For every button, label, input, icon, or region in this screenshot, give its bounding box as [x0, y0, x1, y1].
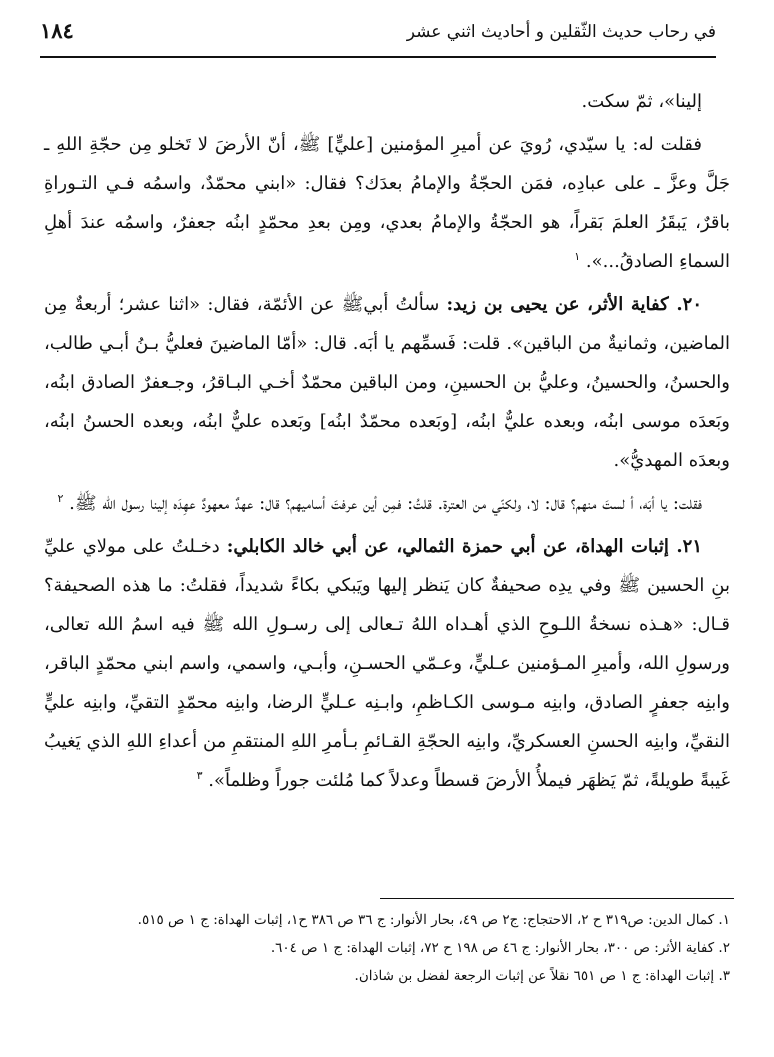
- hadith-20-heading: ٢٠. كفاية الأثر، عن يحيى بن زيد:: [446, 294, 702, 315]
- footnotes: [44, 906, 730, 990]
- footnote-3: ٣. إثبات الهداة: ج ١ ص ٦٥١ نقلاً عن إثبات الرجعة لفضل بن شاذان.: [354, 968, 730, 984]
- main-text: [44, 82, 730, 800]
- paragraph-4: [44, 484, 730, 523]
- paragraph-4-text: فقلت: يا أبَه، أ لستَ منهم؟ قال: لا، ولكنّي من العترة. قلتُ: فمِن أين عرفتَ أساميهم؟ قال: عهدٌ معهودٌ عهِدَه إلينا رسول الله ﷺ.: [69, 493, 702, 514]
- footnote-ref-3: ٣: [196, 769, 203, 782]
- hadith-20: [44, 285, 730, 480]
- running-header: [40, 18, 716, 54]
- hadith-21-heading: ٢١. إثبات الهداة، عن أبي حمزة الثمالي، عن أبي خالد الكابلي:: [226, 536, 702, 557]
- header-divider: [40, 56, 716, 58]
- hadith-20-text: سألتُ أبيﷺ عن الأئمّة، فقال: «اثنا عشر؛ أربعةٌ مِن الماضين، وثمانيةٌ من الباقين». قلت: فَسمِّهم يا أبَه. قال: «أمّا الماضينَ فعليُّ بـنُ أبـي طالب، والحسنُ، والحسينُ، وعليُّ بن الحسينِ، ومن الباقين محمّدٌ أخـي البـاقرُ، وجـعفرٌ الصادق ابنُه، وبَعدَه موسى ابنُه، وبعده عليٌّ ابنُه، [وبَعده محمّدٌ ابنُه] وبَعده عليٌّ ابنُه، وبعده الحسنُ ابنُه، وبعدَه المهديُّ».: [44, 294, 730, 471]
- footnote-ref-2: ٢: [57, 492, 64, 505]
- footnote-ref-1: ١: [574, 250, 581, 263]
- page-number: ١٨٤: [40, 18, 74, 43]
- paragraph-2: [44, 125, 730, 281]
- hadith-21-text: دخـلتُ على مولاي عليِّ بنِ الحسين ﷺ وفي يدِه صحيفةٌ كان يَنظر إليها ويَبكي بكاءً شديداً، فقلتُ: ما هذه الصحيفة؟ قـال: «هـذه نسخةُ اللـوحِ الذي أهـداه اللهُ تـعالى إلى رسـولِ الله ﷺ فيه اسمُ الله تعالى، ورسولِ الله، وأميرِ المـؤمنين عـليٍّ، وعـمّي الحسـنِ، وأبـي، واسمي، واسم ابني محمّدٍ الباقر، وابنِه جعفرٍ الصادق، وابنِه مـوسى الكـاظمِ، وابـنِه عـليٍّ الرضا، وابنِه محمّدٍ التقيِّ، وابنِه عليٍّ النقيِّ، وابنِه الحسنِ العسكريِّ، وابنِه الحجّةِ القـائمِ بـأمرِ اللهِ المنتقمِ من أعداءِ اللهِ الذي يَغيبُ غَيبةً طويلةً، ثمّ يَظهَر فيملأُ الأرضَ قسطاً وعدلاً كما مُلئت جوراً وظلماً».: [44, 536, 730, 791]
- footnote-2: ٢. كفاية الأثر: ص ٣٠٠، بحار الأنوار: ج ٤٦ ص ١٩٨ ح ٧٢، إثبات الهداة: ج ١ ص ٦٠٤.: [270, 940, 730, 956]
- paragraph-1-text: إلينا»، ثمّ سكت.: [581, 91, 702, 112]
- footnote-1: ١. كمال الدين: ص٣١٩ ح ٢، الاحتجاج: ج٢ ص ٤٩، بحار الأنوار: ج ٣٦ ص ٣٨٦ ح١، إثبات الهداة: ج ١ ص ٥١٥.: [137, 912, 730, 928]
- running-title: في رحاب حديث الثّقلين و أحاديث اثني عشر: [406, 22, 716, 42]
- paragraph-2-text: فقلت له: يا سيّدي، رُويَ عن أميرِ المؤمنين [عليٍّ] ﷺ، أنّ الأرضَ لا تَخلو مِن حجّةِ اللهِ ـ جَلَّ وعزَّ ـ على عبادِه، فمَن الحجّةُ والإمامُ بعدَك؟ فقال: «ابني محمّدٌ، واسمُه فـي التـوراةِ باقرٌ، يَبقَرُ العلمَ بَقراً، هو الحجّةُ والإمامُ بعدي، ومِن بعدِ محمّدٍ ابنُه جعفرٌ، واسمُه عندَ أهلِ السماءِ الصادقُ...».: [44, 134, 730, 272]
- paragraph-1: [44, 82, 730, 121]
- hadith-21: [44, 527, 730, 800]
- footnote-divider: [380, 898, 734, 899]
